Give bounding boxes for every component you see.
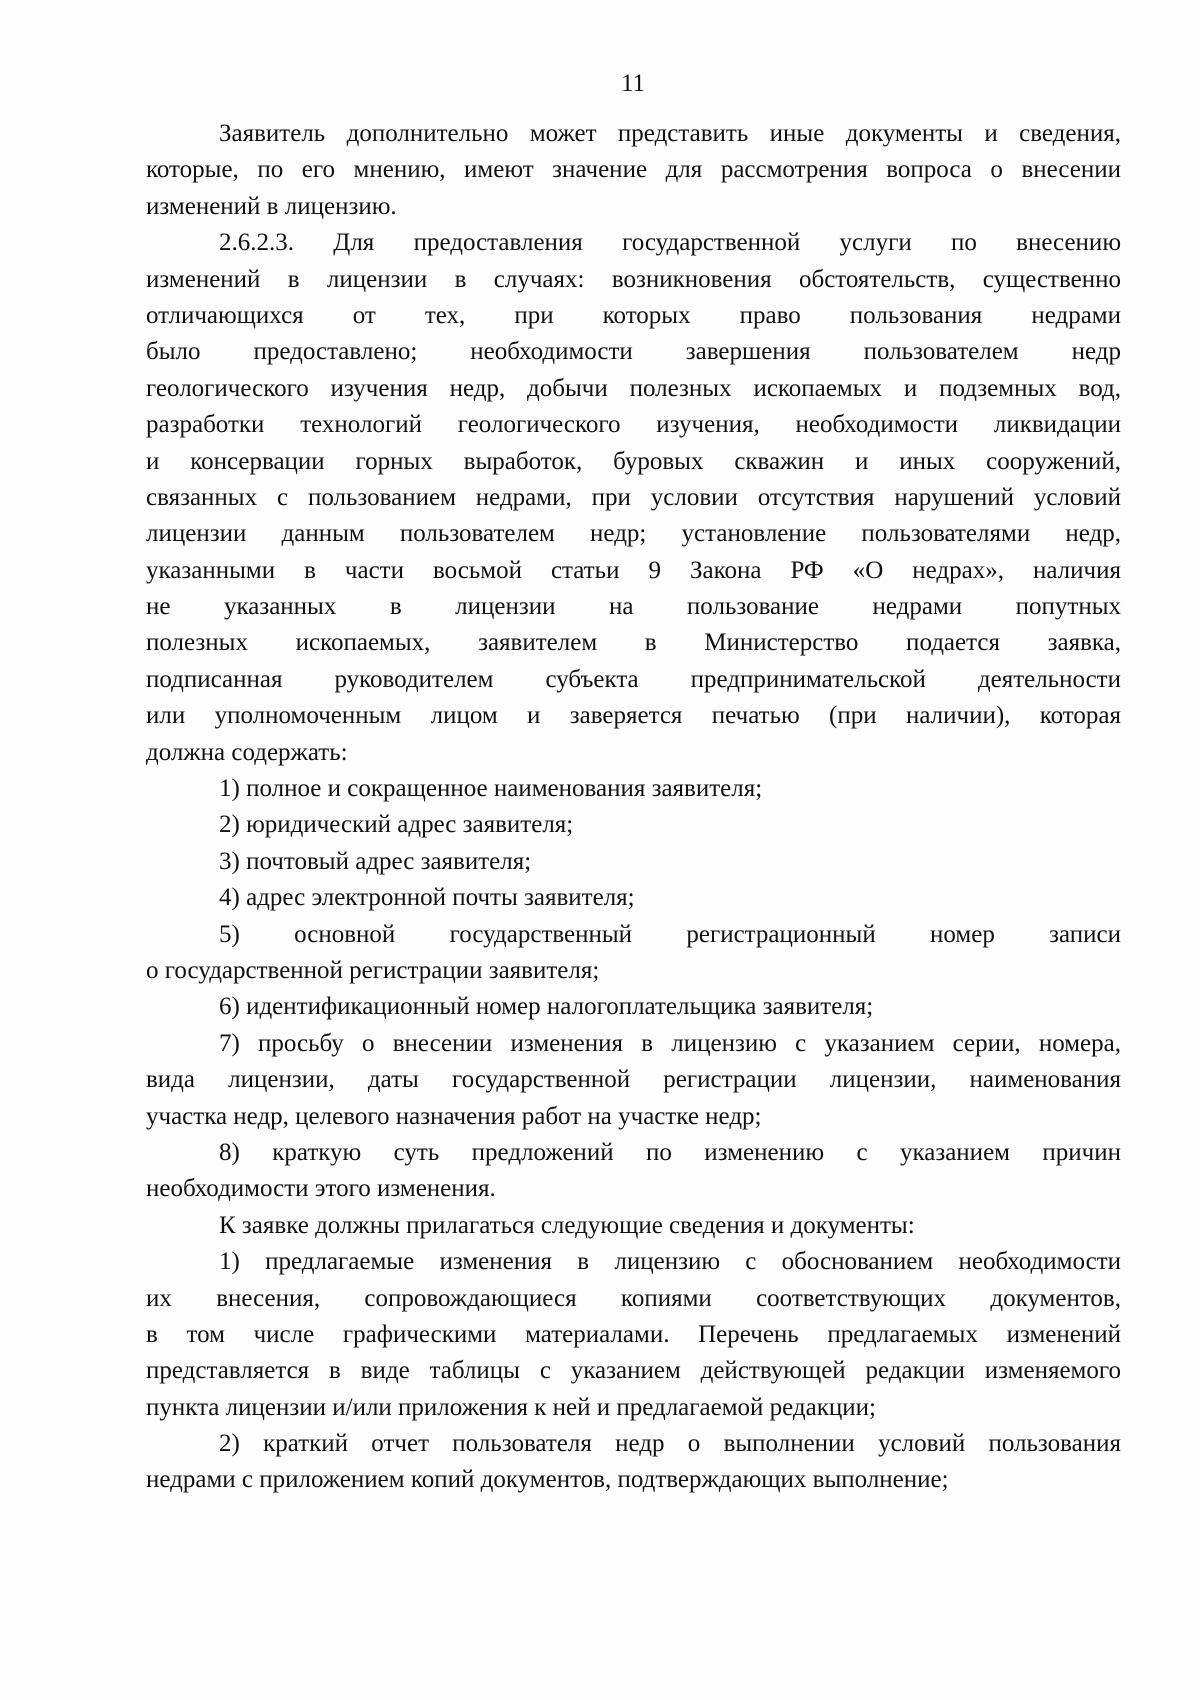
document-line: необходимости этого изменения. <box>146 1175 496 1203</box>
document-line: полезных ископаемых, заявителем в Министерство подается заявка, <box>146 629 1121 657</box>
document-line: не указанных в лицензии на пользование недрами попутных <box>146 593 1121 621</box>
document-line: 2) юридический адрес заявителя; <box>219 811 574 839</box>
document-line: вида лицензии, даты государственной регистрации лицензии, наименования <box>146 1066 1121 1094</box>
document-line: в том числе графическими материалами. Перечень предлагаемых изменений <box>146 1320 1121 1348</box>
page-number: 11 <box>620 70 646 97</box>
document-line: 8) краткую суть предложений по изменению с указанием причин <box>219 1138 1121 1166</box>
document-line: разработки технологий геологического изучения, необходимости ликвидации <box>146 411 1121 439</box>
document-line: которые, по его мнению, имеют значение для рассмотрения вопроса о внесении <box>146 156 1121 184</box>
document-line: изменений в лицензию. <box>146 192 397 220</box>
document-line: подписанная руководителем субъекта предпринимательской деятельности <box>146 665 1121 693</box>
document-line: представляется в виде таблицы с указанием действующей редакции изменяемого <box>146 1357 1121 1385</box>
document-line: 6) идентификационный номер налогоплательщика заявителя; <box>219 993 874 1021</box>
document-line: отличающихся от тех, при которых право пользования недрами <box>146 301 1121 329</box>
document-line: 1) полное и сокращенное наименования заявителя; <box>219 775 763 803</box>
document-line: 2) краткий отчет пользователя недр о выполнении условий пользования <box>219 1430 1121 1458</box>
document-line: недрами с приложением копий документов, подтверждающих выполнение; <box>146 1466 949 1494</box>
document-line: 5) основной государственный регистрационный номер записи <box>219 920 1121 948</box>
document-line: и консервации горных выработок, буровых скважин и иных сооружений, <box>146 447 1121 475</box>
document-line: 1) предлагаемые изменения в лицензию с обоснованием необходимости <box>219 1248 1121 1276</box>
document-line: 7) просьбу о внесении изменения в лицензию с указанием серии, номера, <box>219 1029 1121 1057</box>
document-line: Заявитель дополнительно может представить иные документы и сведения, <box>219 120 1121 147</box>
document-line: было предоставлено; необходимости завершения пользователем недр <box>146 338 1121 366</box>
document-line: их внесения, сопровождающиеся копиями соответствующих документов, <box>146 1284 1121 1312</box>
document-line: геологического изучения недр, добычи полезных ископаемых и подземных вод, <box>146 374 1121 402</box>
document-line: лицензии данным пользователем недр; установление пользователями недр, <box>146 520 1121 548</box>
document-line: изменений в лицензии в случаях: возникновения обстоятельств, существенно <box>146 265 1121 293</box>
document-line: о государственной регистрации заявителя; <box>146 956 600 984</box>
document-line: участка недр, целевого назначения работ на участке недр; <box>146 1102 762 1130</box>
document-line: или уполномоченным лицом и заверяется печатью (при наличии), которая <box>146 702 1121 730</box>
document-line: 3) почтовый адрес заявителя; <box>219 847 532 875</box>
document-line: пункта лицензии и/или приложения к ней и предлагаемой редакции; <box>146 1393 876 1421</box>
document-line: 4) адрес электронной почты заявителя; <box>219 884 635 912</box>
document-line: должна содержать: <box>146 738 348 766</box>
document-line: указанными в части восьмой статьи 9 Закона РФ «О недрах», наличия <box>146 556 1121 584</box>
document-line: связанных с пользованием недрами, при условии отсутствия нарушений условий <box>146 483 1121 511</box>
document-body <box>146 116 1121 1499</box>
document-line: 2.6.2.3. Для предоставления государственной услуги по внесению <box>219 229 1121 257</box>
document-line: К заявке должны прилагаться следующие сведения и документы: <box>219 1211 915 1239</box>
